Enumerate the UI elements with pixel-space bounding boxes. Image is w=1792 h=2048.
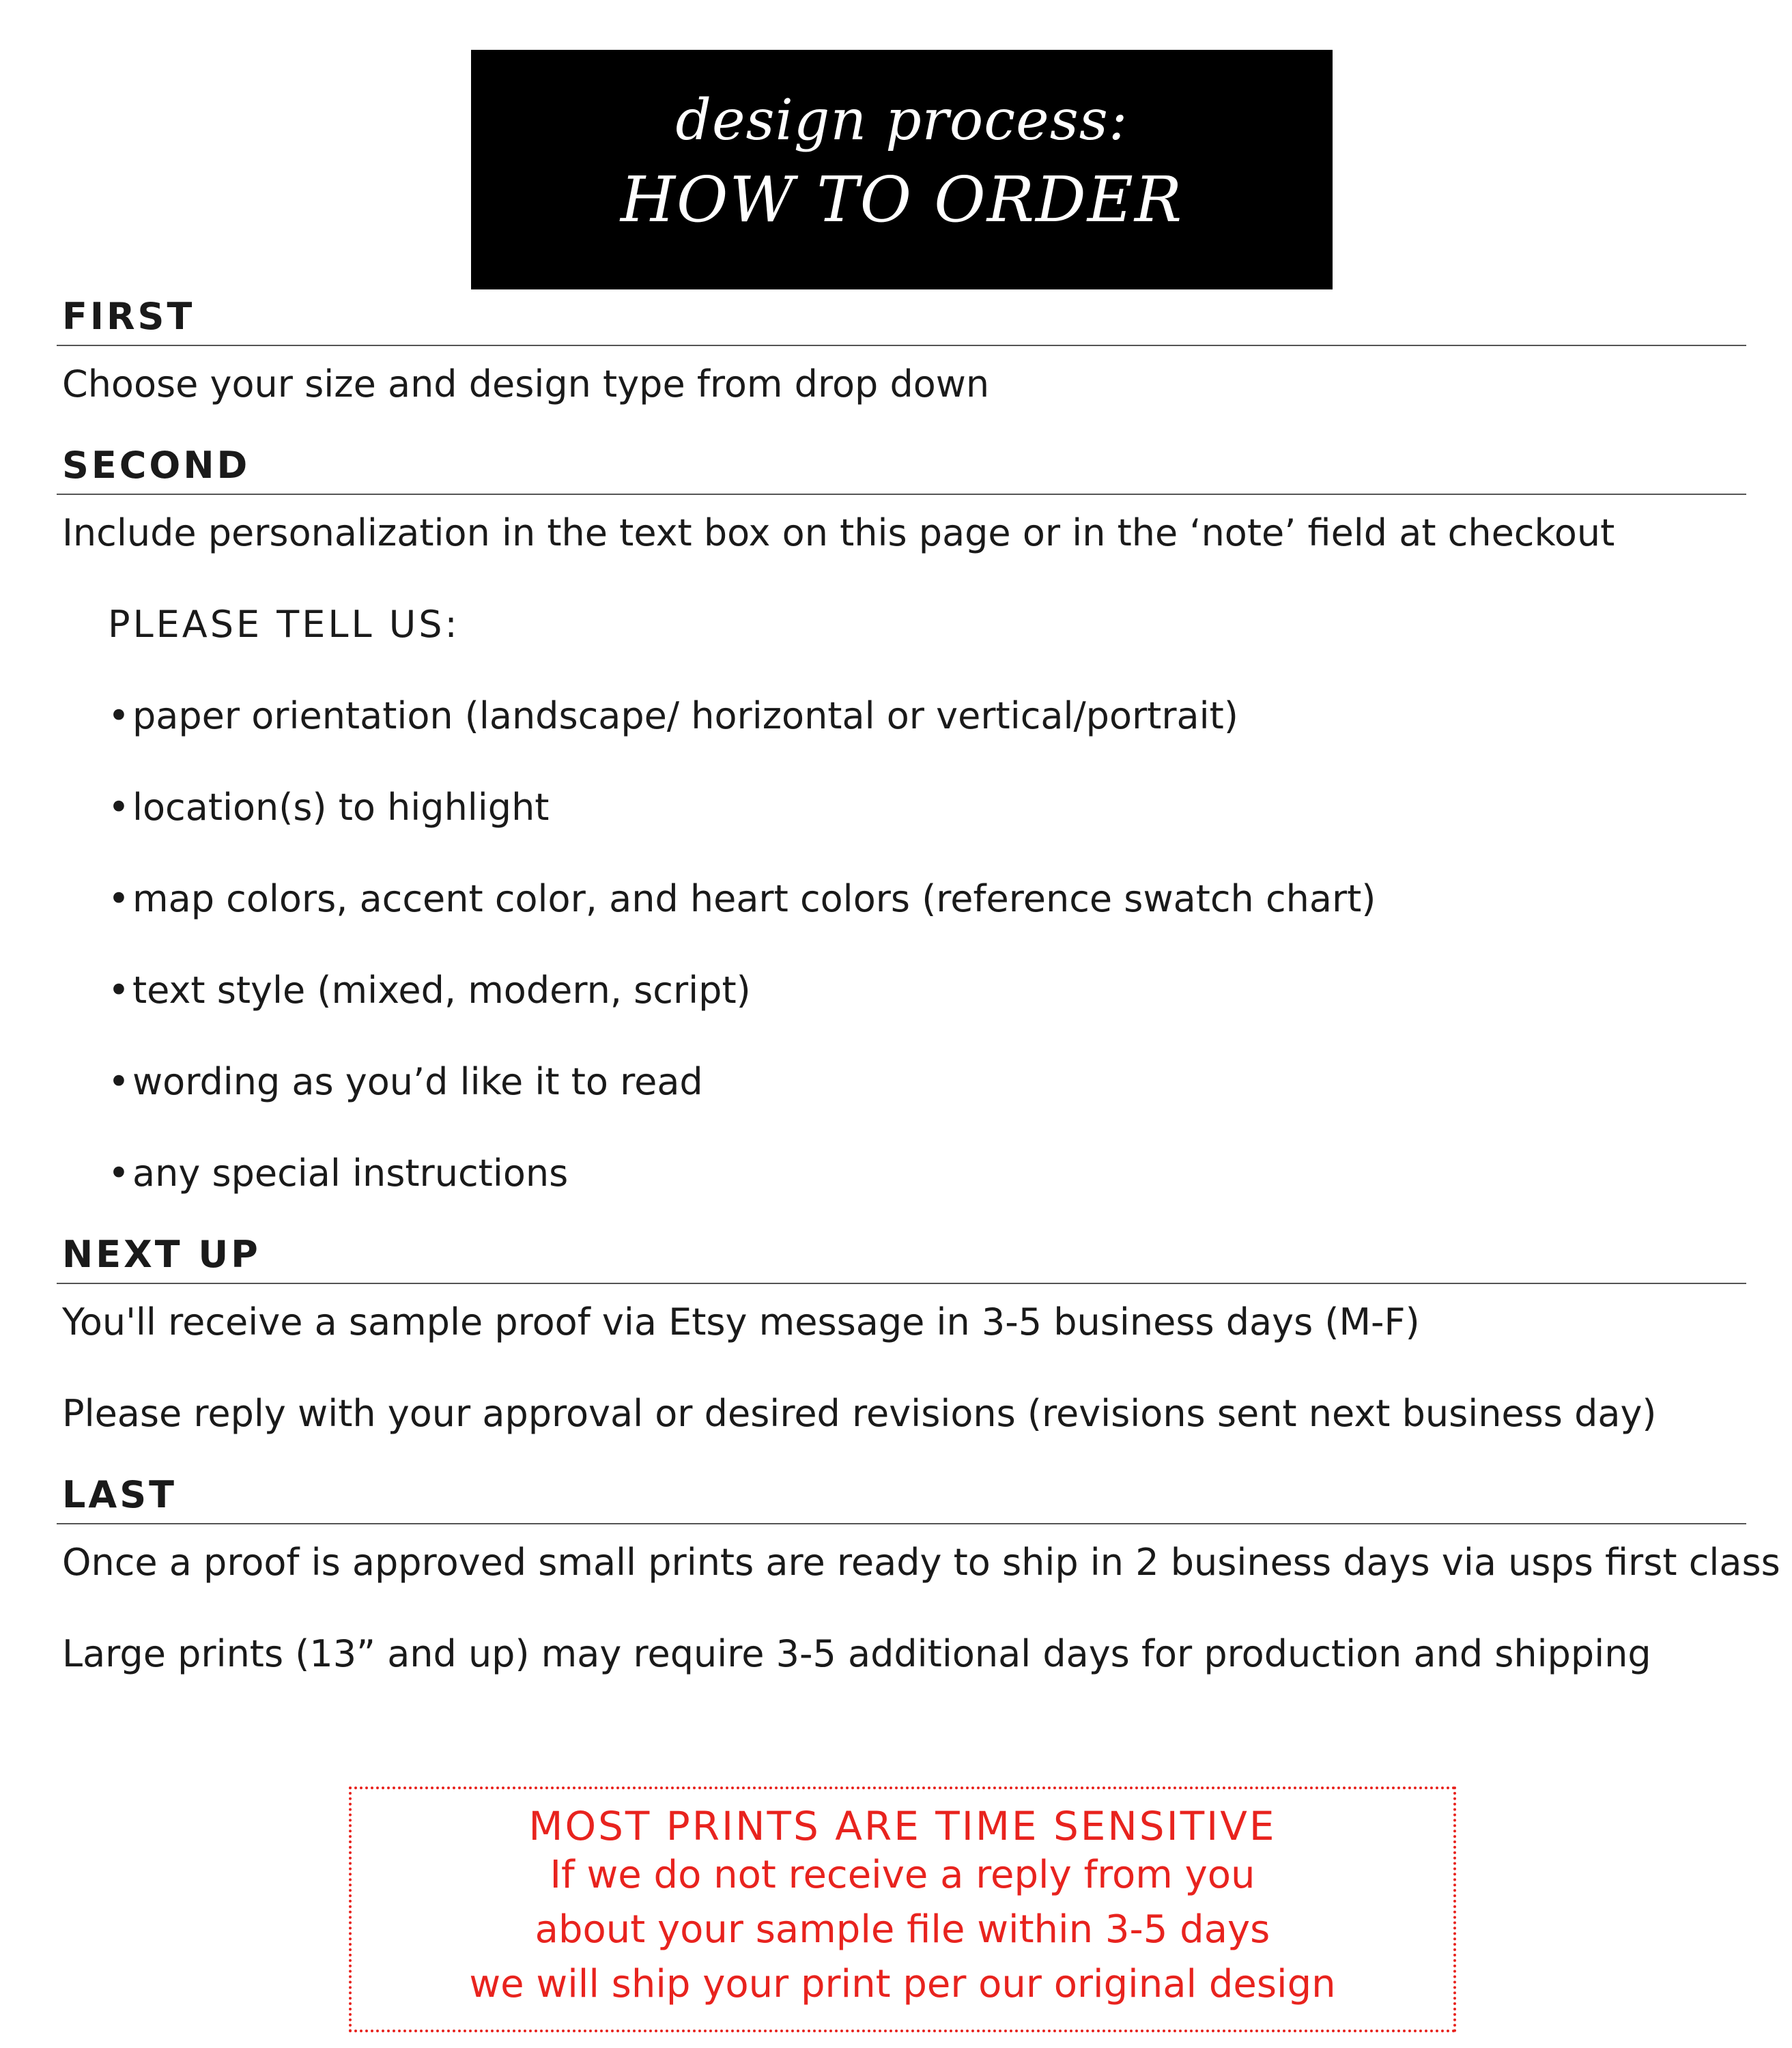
list-item-text: paper orientation (landscape/ horizontal or vertical/portrait) xyxy=(132,694,1238,737)
notice-title: MOST PRINTS ARE TIME SENSITIVE xyxy=(528,1803,1277,1849)
section-last xyxy=(57,1473,1780,1675)
time-sensitive-notice xyxy=(349,1787,1456,2032)
bullet-icon: • xyxy=(108,1152,130,1195)
list-item xyxy=(57,970,1746,1011)
instructions-content xyxy=(57,295,1780,1675)
section-heading-next-up: NEXT UP xyxy=(57,1235,1746,1284)
list-item-text: any special instructions xyxy=(132,1152,569,1195)
next-up-line: You'll receive a sample proof via Etsy message in 3-5 business days (M-F) xyxy=(62,1300,1420,1343)
list-item xyxy=(57,787,1746,828)
last-line: Large prints (13” and up) may require 3-5 additional days for production and shipping xyxy=(62,1632,1651,1675)
section-next-up xyxy=(57,1235,1746,1434)
list-item xyxy=(57,696,1746,737)
notice-line: we will ship your print per our original design xyxy=(469,1962,1336,2006)
second-text: Include personalization in the text box on this page or in the ‘note’ field at checkout xyxy=(62,511,1615,554)
notice-line: about your sample file within 3-5 days xyxy=(535,1907,1270,1952)
list-item xyxy=(57,1062,1746,1103)
list-item xyxy=(57,879,1746,920)
bullet-icon: • xyxy=(108,1060,130,1103)
section-heading-last: LAST xyxy=(57,1475,1746,1524)
bullet-icon: • xyxy=(108,877,130,920)
first-text: Choose your size and design type from drop down xyxy=(62,362,990,406)
header-subtitle: design process: xyxy=(675,88,1128,153)
bullet-icon: • xyxy=(108,694,130,737)
list-item xyxy=(57,1153,1746,1194)
header-banner xyxy=(471,50,1333,289)
bullet-icon: • xyxy=(108,786,130,829)
section-heading-first: FIRST xyxy=(57,297,1746,346)
bullet-icon: • xyxy=(108,969,130,1012)
list-item-text: map colors, accent color, and heart colors (reference swatch chart) xyxy=(132,877,1376,920)
section-second xyxy=(57,446,1746,1194)
section-first xyxy=(57,297,1746,405)
list-item-text: wording as you’d like it to read xyxy=(132,1060,703,1103)
next-up-line: Please reply with your approval or desired revisions (revisions sent next business day) xyxy=(62,1392,1657,1435)
header-title: HOW TO ORDER xyxy=(620,163,1184,236)
section-heading-second: SECOND xyxy=(57,446,1746,495)
please-tell-us-label: PLEASE TELL US: xyxy=(108,603,460,646)
list-item-text: location(s) to highlight xyxy=(132,786,550,829)
personalization-list xyxy=(57,696,1746,1194)
last-line: Once a proof is approved small prints are ready to ship in 2 business days via usps first class xyxy=(62,1541,1780,1584)
list-item-text: text style (mixed, modern, script) xyxy=(132,969,751,1012)
notice-line: If we do not receive a reply from you xyxy=(550,1853,1255,1897)
